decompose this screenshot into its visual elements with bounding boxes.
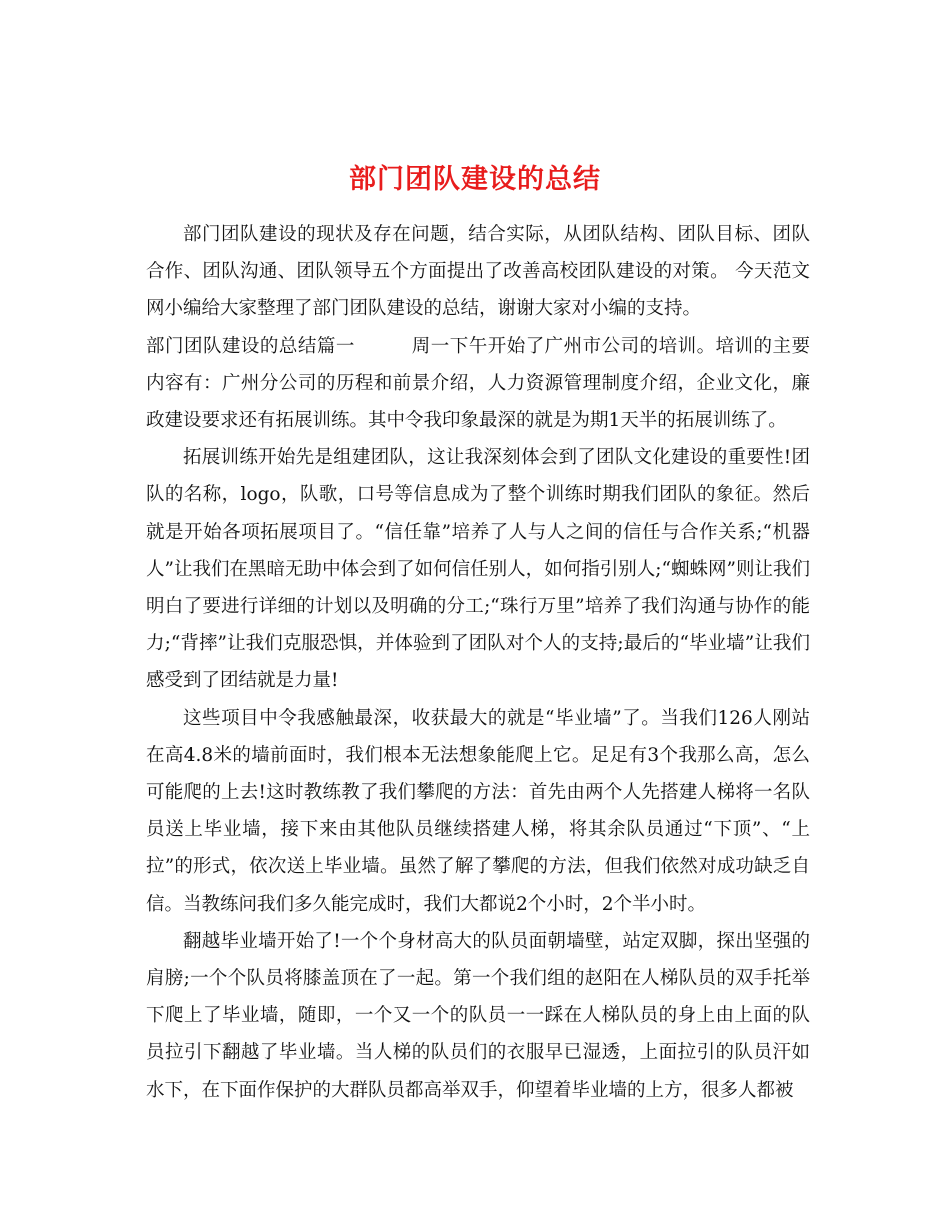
document-body: [146, 216, 810, 1109]
intro-paragraph: 部门团队建设的现状及存在问题，结合实际，从团队结构、团队目标、团队合作、团队沟通、团队领导五个方面提出了改善高校团队建设的对策。 今天范文网小编给大家整理了部门团队建设的总结，谢谢大家对小编的支持。: [146, 224, 810, 320]
climbing-paragraph: 翻越毕业墙开始了!一个个身材高大的队员面朝墙壁，站定双脚，探出坚强的肩膀;一个个队员将膝盖顶在了一起。第一个我们组的赵阳在人梯队员的双手托举下爬上了毕业墙，随即，一个又一个的队员一一踩在人梯队员的身上由上面的队员拉引下翻越了毕业墙。当人梯的队员们的衣服早已湿透，上面拉引的队员汗如水下，在下面作保护的大群队员都高举双手，仰望着毕业墙的上方，很多人都被: [146, 930, 810, 1101]
graduation-wall-paragraph: 这些项目中令我感触最深，收获最大的就是“毕业墙”了。当我们126人刚站在高4.8米的墙前面时，我们根本无法想象能爬上它。足足有3个我那么高，怎么可能爬的上去!这时教练教了我们攀爬的方法：首先由两个人先搭建人梯将一名队员送上毕业墙，接下来由其他队员继续搭建人梯，将其余队员通过“下顶”、“上拉”的形式，依次送上毕业墙。虽然了解了攀爬的方法，但我们依然对成功缺乏自信。当教练问我们多久能完成时，我们大都说2个小时，2个半小时。: [146, 707, 810, 915]
training-paragraph: 拓展训练开始先是组建团队，这让我深刻体会到了团队文化建设的重要性!团队的名称，logo，队歌，口号等信息成为了整个训练时期我们团队的象征。然后就是开始各项拓展项目了。“信任靠”培养了人与人之间的信任与合作关系;“机器人”让我们在黑暗无助中体会到了如何信任别人，如何指引别人;“蜘蛛网”则让我们明白了要进行详细的计划以及明确的分工;“珠行万里”培养了我们沟通与协作的能力;“背摔”让我们克服恐惧，并体验到了团队对个人的支持;最后的“毕业墙”让我们感受到了团结就是力量!: [146, 447, 810, 692]
section-one-paragraph: 部门团队建设的总结篇一 周一下午开始了广州市公司的培训。培训的主要内容有：广州分公司的历程和前景介绍，人力资源管理制度介绍，企业文化，廉政建设要求还有拓展训练。其中令我印象最深的就是为期1天半的拓展训练了。: [146, 335, 810, 432]
document-title: 部门团队建设的总结: [349, 164, 601, 196]
